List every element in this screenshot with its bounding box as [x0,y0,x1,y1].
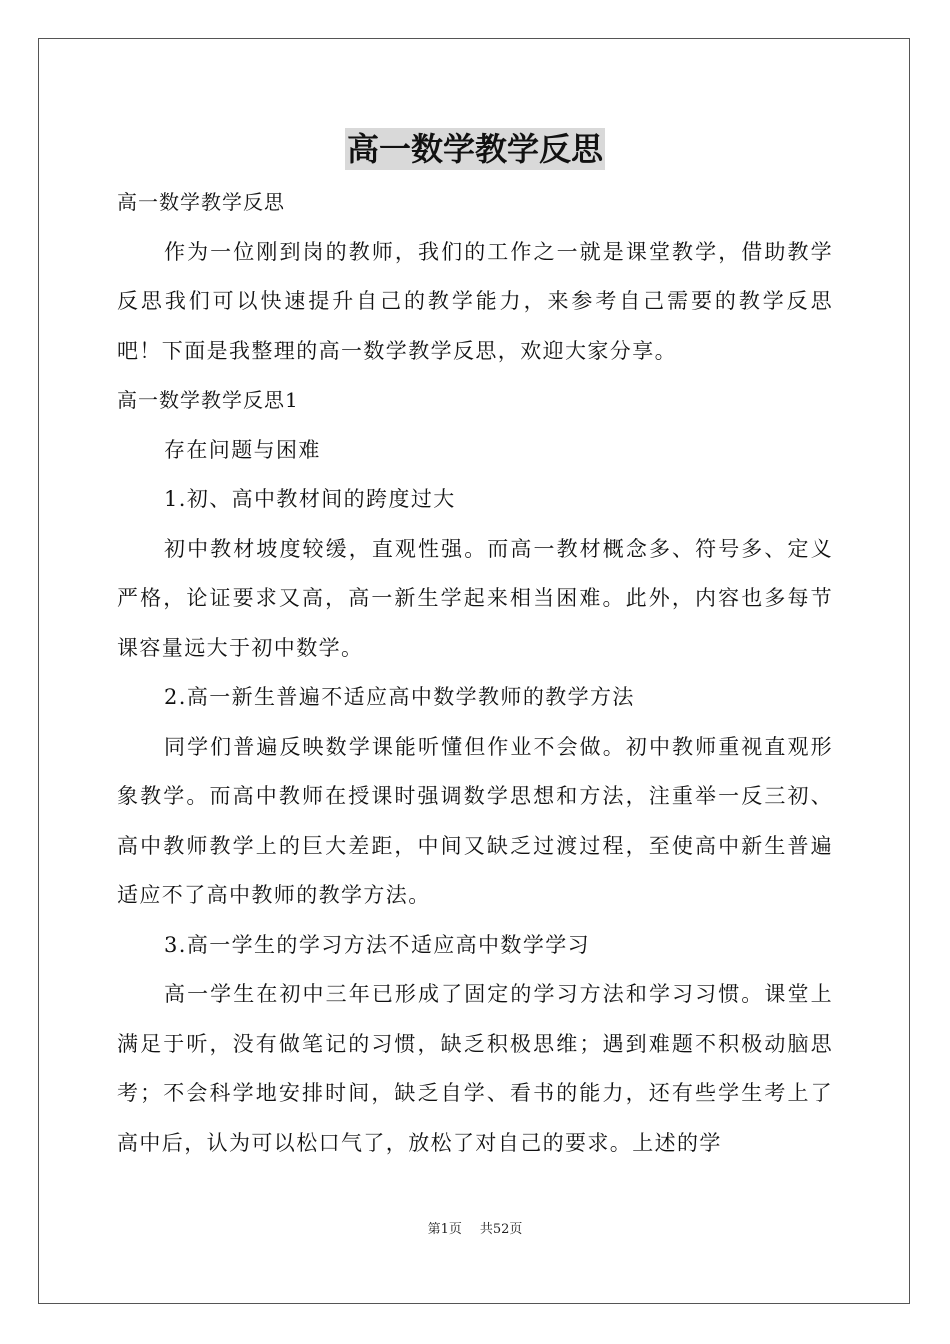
subheading-problems: 存在问题与困难 [164,437,321,462]
document-body [117,178,833,1168]
page-number: 第1页 [427,1222,462,1237]
page-footer [0,1218,950,1237]
point-2-heading: 2.高一新生普遍不适应高中数学教师的教学方法 [164,685,635,709]
document-title: 高一数学教学反思 [346,130,603,168]
section-subtitle: 高一数学教学反思 [117,190,285,214]
section-heading-1: 高一数学教学反思1 [117,388,299,412]
page-total: 共52页 [479,1222,523,1237]
point-1-paragraph: 初中教材坡度较缓，直观性强。而高一教材概念多、符号多、定义严格，论证要求又高，高一新生学起来相当困难。此外，内容也多每节课容量远大于初中数学。 [117,536,833,660]
title-container [0,128,950,170]
point-1-heading: 1.初、高中教材间的跨度过大 [164,487,456,511]
point-3-heading: 3.高一学生的学习方法不适应高中数学学习 [164,932,591,957]
intro-paragraph: 作为一位刚到岗的教师，我们的工作之一就是课堂教学，借助教学反思我们可以快速提升自己的教学能力，来参考自己需要的教学反思吧！下面是我整理的高一数学教学反思，欢迎大家分享。 [117,239,833,363]
point-3-paragraph: 高一学生在初中三年已形成了固定的学习方法和学习习惯。课堂上满足于听，没有做笔记的习惯，缺乏积极思维；遇到难题不积极动脑思考；不会科学地安排时间，缺乏自学、看书的能力，还有些学生考上了高中后，认为可以松口气了，放松了对自己的要求。上述的学 [117,982,833,1155]
point-2-paragraph: 同学们普遍反映数学课能听懂但作业不会做。初中教师重视直观形象教学。而高中教师在授课时强调数学思想和方法，注重举一反三初、高中教师教学上的巨大差距，中间又缺乏过渡过程，至使高中新生普遍适应不了高中教师的教学方法。 [117,734,833,907]
